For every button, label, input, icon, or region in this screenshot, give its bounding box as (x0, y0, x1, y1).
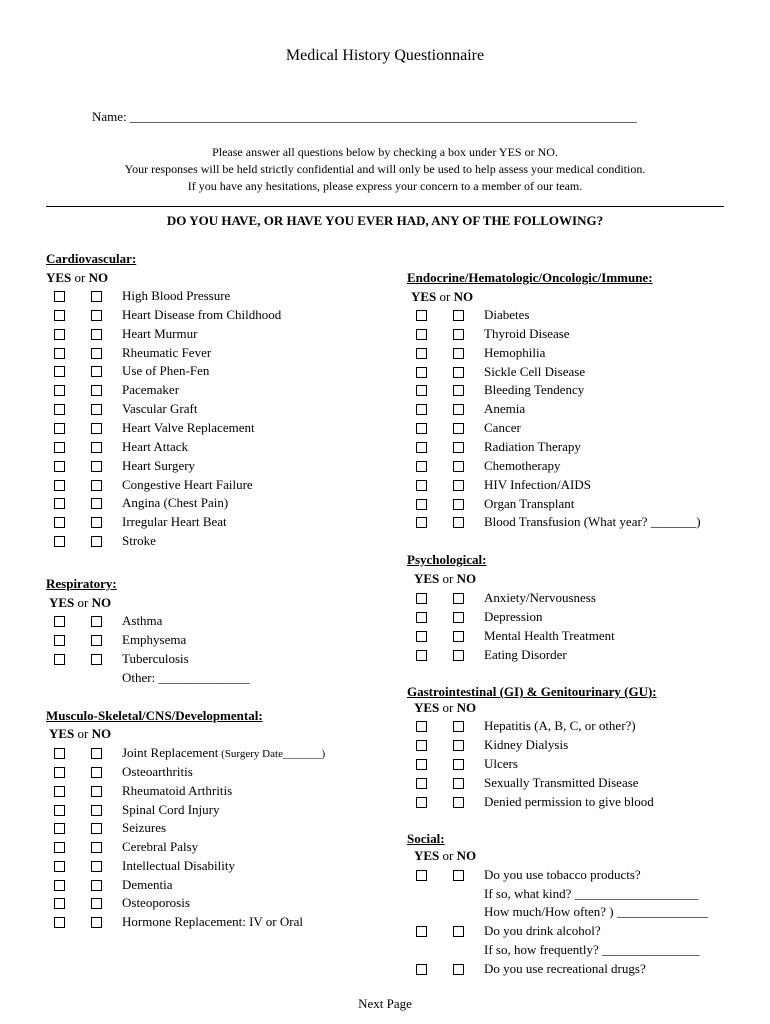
no-label: NO (456, 571, 477, 586)
no-checkbox[interactable] (91, 767, 102, 778)
condition-label-hepatitis-a-b-c-or-other: Hepatitis (A, B, C, or other?) (484, 718, 636, 733)
condition-label-alcohol: Do you drink alcohol? (484, 923, 601, 938)
yes-checkbox[interactable] (54, 861, 65, 872)
no-checkbox[interactable] (91, 880, 102, 891)
condition-label-spinal-cord-injury: Spinal Cord Injury (122, 801, 220, 817)
condition-label-kidney-dialysis: Kidney Dialysis (484, 736, 569, 752)
section-title-psychological: Psychological: (407, 552, 487, 567)
no-checkbox[interactable] (453, 404, 464, 415)
condition-label-high-blood-pressure: High Blood Pressure (122, 288, 231, 303)
or-label: or (74, 595, 92, 610)
no-checkbox[interactable] (91, 366, 102, 377)
condition-label-radiation-therapy: Radiation Therapy (484, 438, 581, 454)
condition-label-irregular-heart-beat: Irregular Heart Beat (122, 514, 227, 530)
condition-label-vascular-graft: Vascular Graft (122, 401, 198, 417)
condition-label-sexually-transmitted-disease: Sexually Transmitted Disease (484, 774, 639, 790)
section-title-endocrine: Endocrine/Hematologic/Oncologic/Immune: (407, 270, 653, 285)
condition-label-thyroid-disease: Thyroid Disease (484, 325, 570, 341)
condition-label-heart-valve-replacement: Heart Valve Replacement (122, 419, 255, 435)
yes-checkbox[interactable] (416, 797, 427, 808)
yes-checkbox[interactable] (54, 498, 65, 509)
yes-checkbox[interactable] (416, 480, 427, 491)
no-label: NO (456, 848, 477, 863)
yes-checkbox[interactable] (416, 310, 427, 321)
yes-checkbox[interactable] (54, 404, 65, 415)
condition-label-recreational-drugs: Do you use recreational drugs? (484, 961, 646, 976)
yes-checkbox[interactable] (54, 348, 65, 359)
no-checkbox[interactable] (91, 291, 102, 302)
or-label: or (439, 848, 457, 863)
yes-checkbox[interactable] (416, 650, 427, 661)
yes-checkbox[interactable] (54, 310, 65, 321)
no-checkbox[interactable] (453, 423, 464, 434)
yes-checkbox[interactable] (416, 926, 427, 937)
yes-label: YES (414, 700, 440, 715)
yes-no-header-psychological (414, 571, 476, 587)
yes-label: YES (46, 270, 72, 285)
condition-label-depression: Depression (484, 609, 543, 624)
condition-label-hormone-replacement-iv-or-oral: Hormone Replacement: IV or Oral (122, 914, 303, 929)
condition-label-asthma: Asthma (122, 613, 163, 628)
yes-checkbox[interactable] (54, 748, 65, 759)
no-checkbox[interactable] (91, 616, 102, 627)
section-title-gastrointestinal: Gastrointestinal (GI) & Genitourinary (GU): (407, 684, 657, 699)
no-label: NO (456, 700, 477, 715)
yes-checkbox[interactable] (54, 880, 65, 891)
condition-label-cerebral-palsy: Cerebral Palsy (122, 839, 199, 854)
condition-label-heart-disease-from-childhood: Heart Disease from Childhood (122, 306, 282, 322)
yes-checkbox[interactable] (54, 536, 65, 547)
section-title-musculo-skeletal: Musculo-Skeletal/CNS/Developmental: (46, 708, 263, 723)
yes-checkbox[interactable] (54, 480, 65, 491)
no-checkbox[interactable] (453, 348, 464, 359)
no-checkbox[interactable] (453, 870, 464, 881)
yes-checkbox[interactable] (54, 461, 65, 472)
yes-checkbox[interactable] (416, 778, 427, 789)
no-checkbox[interactable] (91, 498, 102, 509)
no-checkbox[interactable] (91, 423, 102, 434)
yes-checkbox[interactable] (54, 786, 65, 797)
alcohol-frequency-field[interactable]: If so, how frequently? _______________ (484, 942, 700, 957)
joint-replacement-label: Joint Replacement (122, 745, 219, 760)
condition-label-heart-murmur: Heart Murmur (122, 325, 198, 341)
no-checkbox[interactable] (453, 442, 464, 453)
condition-label-hiv-infection-aids: HIV Infection/AIDS (484, 476, 591, 492)
no-checkbox[interactable] (453, 499, 464, 510)
yes-label: YES (49, 726, 75, 741)
no-checkbox[interactable] (453, 480, 464, 491)
yes-checkbox[interactable] (54, 805, 65, 816)
section-title-social: Social: (407, 831, 445, 846)
no-checkbox[interactable] (453, 593, 464, 604)
yes-checkbox[interactable] (416, 631, 427, 642)
tobacco-kind-field[interactable]: If so, what kind? ___________________ (484, 886, 699, 901)
no-checkbox[interactable] (453, 721, 464, 732)
no-checkbox[interactable] (453, 759, 464, 770)
condition-label-stroke: Stroke (122, 533, 156, 549)
yes-checkbox[interactable] (54, 898, 65, 909)
condition-label-use-of-phen-fen: Use of Phen-Fen (122, 363, 210, 379)
section-title-cardiovascular: Cardiovascular: (46, 251, 137, 266)
no-checkbox[interactable] (453, 926, 464, 937)
condition-label-rheumatic-fever: Rheumatic Fever (122, 344, 212, 360)
condition-label-bleeding-tendency: Bleeding Tendency (484, 382, 585, 398)
yes-checkbox[interactable] (54, 635, 65, 646)
yes-checkbox[interactable] (416, 593, 427, 604)
no-checkbox[interactable] (91, 748, 102, 759)
condition-label-osteoporosis: Osteoporosis (122, 895, 190, 911)
yes-label: YES (411, 289, 437, 304)
condition-label-eating-disorder: Eating Disorder (484, 647, 567, 662)
condition-label-osteoarthritis: Osteoarthritis (122, 764, 193, 779)
condition-label-congestive-heart-failure: Congestive Heart Failure (122, 476, 253, 492)
respiratory-other-field[interactable]: Other: ______________ (122, 670, 250, 685)
condition-label-dementia: Dementia (122, 876, 173, 892)
yes-checkbox[interactable] (416, 517, 427, 528)
no-label: NO (453, 289, 474, 304)
no-checkbox[interactable] (91, 517, 102, 528)
yes-checkbox[interactable] (416, 385, 427, 396)
yes-checkbox[interactable] (54, 842, 65, 853)
no-checkbox[interactable] (91, 654, 102, 665)
no-checkbox[interactable] (91, 823, 102, 834)
yes-checkbox[interactable] (416, 612, 427, 623)
yes-checkbox[interactable] (416, 759, 427, 770)
no-checkbox[interactable] (453, 778, 464, 789)
yes-checkbox[interactable] (416, 870, 427, 881)
no-checkbox[interactable] (91, 861, 102, 872)
no-checkbox[interactable] (453, 367, 464, 378)
yes-checkbox[interactable] (416, 348, 427, 359)
yes-checkbox[interactable] (54, 823, 65, 834)
or-label: or (436, 289, 454, 304)
yes-checkbox[interactable] (54, 329, 65, 340)
page-title: Medical History Questionnaire (285, 47, 485, 64)
no-checkbox[interactable] (453, 310, 464, 321)
no-checkbox[interactable] (453, 650, 464, 661)
divider-line (46, 206, 724, 207)
no-checkbox[interactable] (91, 310, 102, 321)
condition-label-tobacco-products: Do you use tobacco products? (484, 867, 641, 882)
or-label: or (439, 700, 457, 715)
intro-line-1: Please answer all questions below by checking a box under YES or NO. (212, 145, 558, 159)
condition-label-intellectual-disability: Intellectual Disability (122, 857, 235, 873)
no-checkbox[interactable] (453, 612, 464, 623)
condition-label-diabetes: Diabetes (484, 307, 530, 322)
or-label: or (74, 726, 92, 741)
no-checkbox[interactable] (91, 898, 102, 909)
no-checkbox[interactable] (91, 329, 102, 340)
yes-checkbox[interactable] (416, 499, 427, 510)
yes-no-header-cardiovascular (46, 270, 108, 286)
no-label: NO (91, 726, 112, 741)
yes-checkbox[interactable] (54, 291, 65, 302)
condition-label-ulcers: Ulcers (484, 755, 518, 771)
condition-label-sickle-cell-disease: Sickle Cell Disease (484, 363, 586, 379)
intro-line-3: If you have any hesitations, please express your concern to a member of our team. (187, 179, 583, 193)
no-checkbox[interactable] (453, 329, 464, 340)
yes-checkbox[interactable] (54, 917, 65, 928)
or-label: or (439, 571, 457, 586)
yes-checkbox[interactable] (54, 616, 65, 627)
no-checkbox[interactable] (91, 536, 102, 547)
yes-no-header-social (414, 848, 476, 864)
yes-checkbox[interactable] (416, 329, 427, 340)
yes-checkbox[interactable] (54, 654, 65, 665)
no-checkbox[interactable] (453, 964, 464, 975)
name-field[interactable]: Name: ______________________________________________________________________________ (92, 109, 637, 124)
yes-checkbox[interactable] (54, 385, 65, 396)
tobacco-amount-field[interactable]: How much/How often? ) ______________ (484, 904, 708, 919)
no-checkbox[interactable] (91, 385, 102, 396)
yes-no-header-gastrointestinal (414, 700, 476, 716)
condition-label-cancer: Cancer (484, 420, 521, 436)
no-checkbox[interactable] (453, 385, 464, 396)
condition-label-chemotherapy: Chemotherapy (484, 457, 561, 473)
next-page-label[interactable]: Next Page (358, 996, 412, 1011)
yes-checkbox[interactable] (416, 423, 427, 434)
yes-checkbox[interactable] (416, 367, 427, 378)
yes-label: YES (49, 595, 75, 610)
condition-label-heart-attack: Heart Attack (122, 438, 189, 454)
condition-label-tuberculosis: Tuberculosis (122, 651, 189, 666)
condition-label-rheumatoid-arthritis: Rheumatoid Arthritis (122, 782, 233, 798)
yes-checkbox[interactable] (416, 964, 427, 975)
yes-no-header-endocrine (411, 289, 473, 305)
yes-checkbox[interactable] (54, 517, 65, 528)
no-checkbox[interactable] (91, 917, 102, 928)
no-checkbox[interactable] (453, 517, 464, 528)
section-title-respiratory: Respiratory: (46, 576, 117, 591)
no-checkbox[interactable] (91, 635, 102, 646)
no-checkbox[interactable] (91, 404, 102, 415)
yes-no-header-musculo-skeletal (49, 726, 111, 742)
condition-label-pacemaker: Pacemaker (122, 382, 180, 398)
no-label: NO (91, 595, 112, 610)
no-checkbox[interactable] (453, 461, 464, 472)
condition-label-heart-surgery: Heart Surgery (122, 457, 196, 473)
yes-checkbox[interactable] (416, 740, 427, 751)
condition-label-mental-health-treatment: Mental Health Treatment (484, 628, 615, 643)
yes-label: YES (414, 571, 440, 586)
yes-checkbox[interactable] (416, 442, 427, 453)
condition-label-denied-permission-to-give-blood: Denied permission to give blood (484, 793, 654, 809)
surgery-date-field[interactable]: (Surgery Date_______) (218, 748, 326, 760)
condition-label-joint-replacement (122, 745, 325, 761)
no-checkbox[interactable] (91, 348, 102, 359)
main-heading: DO YOU HAVE, OR HAVE YOU EVER HAD, ANY OF THE FOLLOWING? (166, 213, 604, 228)
yes-checkbox[interactable] (54, 366, 65, 377)
condition-label-anxiety-nervousness: Anxiety/Nervousness (484, 590, 596, 605)
no-checkbox[interactable] (453, 797, 464, 808)
yes-checkbox[interactable] (54, 767, 65, 778)
no-checkbox[interactable] (453, 631, 464, 642)
yes-checkbox[interactable] (416, 461, 427, 472)
yes-checkbox[interactable] (416, 721, 427, 732)
no-checkbox[interactable] (91, 842, 102, 853)
condition-label-angina-chest-pain: Angina (Chest Pain) (122, 495, 229, 511)
yes-checkbox[interactable] (54, 423, 65, 434)
yes-no-header-respiratory (49, 595, 111, 611)
intro-line-2: Your responses will be held strictly confidential and will only be used to help assess your medical condition. (124, 162, 646, 176)
yes-checkbox[interactable] (416, 404, 427, 415)
no-checkbox[interactable] (91, 442, 102, 453)
condition-label-anemia: Anemia (484, 401, 526, 417)
no-checkbox[interactable] (91, 461, 102, 472)
condition-label-blood-transfusion-what-year: Blood Transfusion (What year? _______) (484, 514, 701, 530)
yes-checkbox[interactable] (54, 442, 65, 453)
no-checkbox[interactable] (91, 805, 102, 816)
no-checkbox[interactable] (91, 786, 102, 797)
condition-label-seizures: Seizures (122, 820, 167, 836)
condition-label-emphysema: Emphysema (122, 632, 187, 647)
yes-label: YES (414, 848, 440, 863)
no-label: NO (88, 270, 109, 285)
condition-label-hemophilia: Hemophilia (484, 344, 546, 360)
no-checkbox[interactable] (453, 740, 464, 751)
no-checkbox[interactable] (91, 480, 102, 491)
condition-label-organ-transplant: Organ Transplant (484, 495, 575, 511)
or-label: or (71, 270, 89, 285)
